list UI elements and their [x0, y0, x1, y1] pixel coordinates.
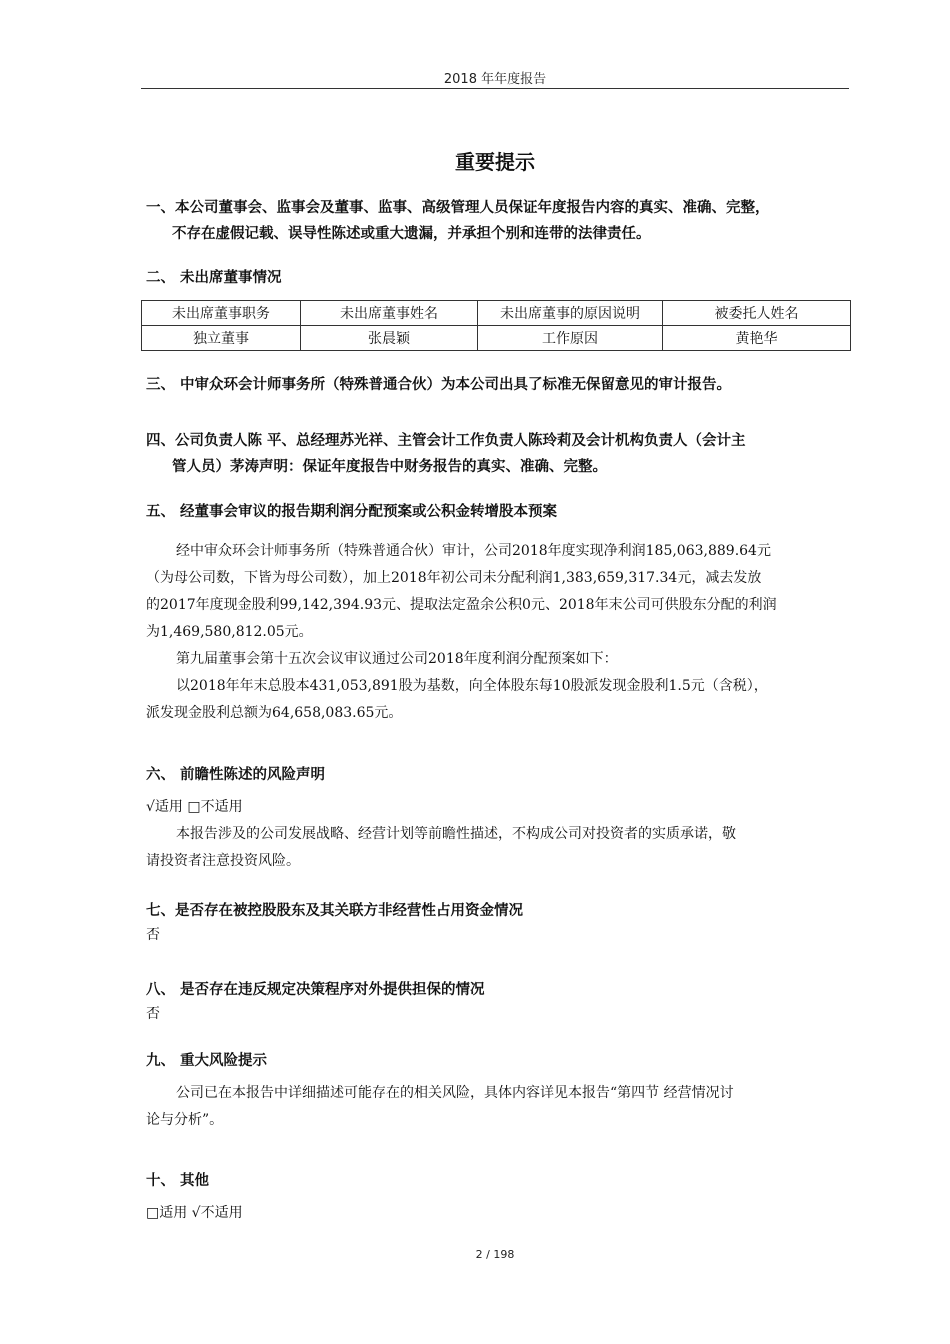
- applicability-options: √适用 □不适用: [146, 799, 243, 815]
- paragraph-line: 的2017年度现金股利99,142,394.93元、提取法定盈余公积0元、2018年末公司可供股东分配的利润: [146, 597, 777, 613]
- section-10-heading: 十、 其他: [146, 1173, 210, 1189]
- table-cell: 独立董事: [142, 326, 301, 351]
- section-2-heading: 二、 未出席董事情况: [146, 270, 282, 286]
- paragraph-line: 论与分析”。: [146, 1112, 224, 1128]
- paragraph-line: 以2018年年末总股本431,053,891股为基数，向全体股东每10股派发现金股利1.5元（含税），: [176, 678, 768, 694]
- section-6-body: [146, 794, 850, 875]
- table-header-cell: 未出席董事的原因说明: [478, 301, 663, 326]
- paragraph-line: 本报告涉及的公司发展战略、经营计划等前瞻性描述，不构成公司对投资者的实质承诺，敬: [176, 826, 736, 842]
- section-9-heading: 九、 重大风险提示: [146, 1053, 268, 1069]
- section-1-line-2: 不存在虚假记载、误导性陈述或重大遗漏，并承担个别和连带的法律责任。: [172, 226, 651, 242]
- table-header-cell: 被委托人姓名: [663, 301, 851, 326]
- table-cell: 黄艳华: [663, 326, 851, 351]
- paragraph-line: 经中审众环会计师事务所（特殊普通合伙）审计，公司2018年度实现净利润185,063,889.64元: [176, 543, 771, 559]
- header-rule: [141, 88, 849, 89]
- absent-directors-table: [141, 300, 851, 351]
- section-7-heading: 七、是否存在被控股股东及其关联方非经营性占用资金情况: [146, 903, 523, 919]
- page-header: 2018 年年度报告: [443, 72, 547, 87]
- paragraph-line: （为母公司数，下皆为母公司数），加上2018年初公司未分配利润1,383,659,317.34元，减去发放: [146, 570, 762, 586]
- paragraph-line: 派发现金股利总额为64,658,083.65元。: [146, 705, 403, 721]
- table-cell: 工作原因: [478, 326, 663, 351]
- table-header-cell: 未出席董事职务: [142, 301, 301, 326]
- section-1: [146, 195, 854, 247]
- table-row: [142, 326, 851, 351]
- section-7-answer: 否: [146, 927, 160, 943]
- table-header-cell: 未出席董事姓名: [301, 301, 478, 326]
- section-5-body: [146, 538, 850, 727]
- section-4-line-2: 管人员）茅涛声明：保证年度报告中财务报告的真实、准确、完整。: [172, 459, 607, 475]
- table-header-row: [142, 301, 851, 326]
- section-10-options: □适用 √不适用: [146, 1205, 243, 1221]
- paragraph-line: 第九届董事会第十五次会议审议通过公司2018年度利润分配预案如下：: [176, 651, 618, 667]
- paragraph-line: 公司已在本报告中详细描述可能存在的相关风险，具体内容详见本报告“第四节 经营情况讨: [176, 1085, 734, 1101]
- table-cell: 张晨颖: [301, 326, 478, 351]
- section-5-heading: 五、 经董事会审议的报告期利润分配预案或公积金转增股本预案: [146, 504, 558, 520]
- paragraph-line: 请投资者注意投资风险。: [146, 853, 300, 869]
- section-3-heading: 三、 中审众环会计师事务所（特殊普通合伙）为本公司出具了标准无保留意见的审计报告。: [146, 377, 732, 393]
- page-title: 重要提示: [455, 150, 535, 174]
- section-8-answer: 否: [146, 1006, 160, 1022]
- section-4: [146, 428, 854, 480]
- section-8-heading: 八、 是否存在违反规定决策程序对外提供担保的情况: [146, 982, 485, 998]
- section-6-heading: 六、 前瞻性陈述的风险声明: [146, 767, 326, 783]
- paragraph-line: 为1,469,580,812.05元。: [146, 624, 313, 640]
- page-number: 2 / 198: [475, 1248, 515, 1261]
- section-9-body: [146, 1080, 850, 1134]
- section-4-line-1: 四、公司负责人陈 平、总经理苏光祥、主管会计工作负责人陈玲莉及会计机构负责人（会计主: [146, 433, 746, 449]
- section-1-line-1: 一、本公司董事会、监事会及董事、监事、高级管理人员保证年度报告内容的真实、准确、完整，: [146, 200, 770, 216]
